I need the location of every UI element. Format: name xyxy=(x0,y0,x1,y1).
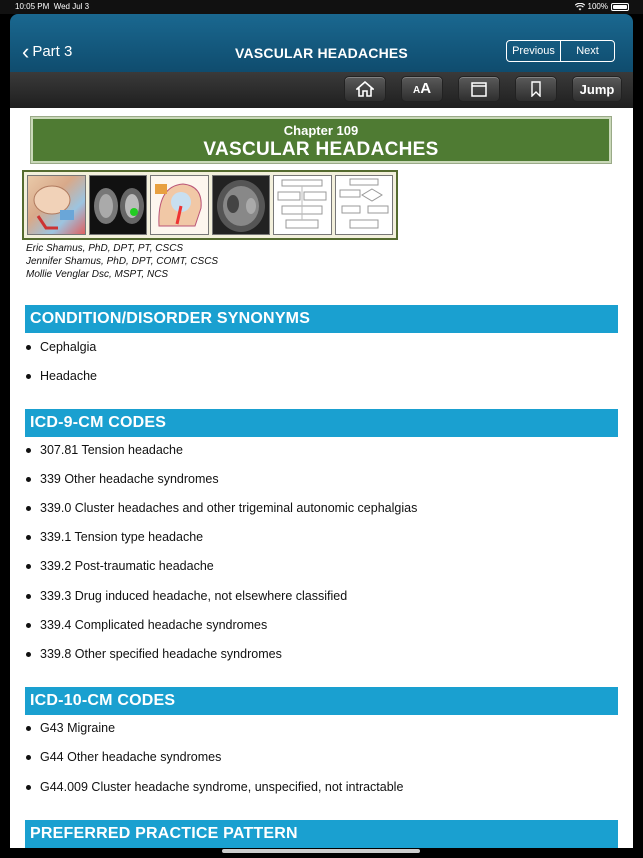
section-heading-icd10: ICD-10-CM CODES xyxy=(25,687,618,715)
list-item: G44.009 Cluster headache syndrome, unspecified, not intractable xyxy=(26,780,403,794)
home-indicator[interactable] xyxy=(222,849,420,853)
thumbnail-brain-illustration[interactable] xyxy=(27,175,86,235)
toolbar xyxy=(10,72,633,108)
thumbnail-flowchart-1[interactable] xyxy=(273,175,332,235)
list-item: G43 Migraine xyxy=(26,721,115,735)
wifi-icon xyxy=(575,3,585,11)
status-time-date: 10:05 PM Wed Jul 3 xyxy=(15,2,90,11)
status-right xyxy=(575,2,629,11)
list-item: 339 Other headache syndromes xyxy=(26,472,219,486)
home-button[interactable] xyxy=(344,76,386,102)
list-item: 339.1 Tension type headache xyxy=(26,530,203,544)
jump-button[interactable]: Jump xyxy=(572,76,622,102)
text-size-button[interactable] xyxy=(401,76,443,102)
chapter-number: Chapter 109 xyxy=(283,123,359,138)
list-item: G44 Other headache syndromes xyxy=(26,750,221,764)
status-bar xyxy=(0,0,643,14)
bookmark-button[interactable] xyxy=(515,76,557,102)
home-icon xyxy=(356,81,374,97)
list-item: 339.2 Post-traumatic headache xyxy=(26,559,214,573)
text-size-icon: AA xyxy=(412,80,432,97)
thumbnail-flowchart-2[interactable] xyxy=(335,175,394,235)
image-thumbnails xyxy=(22,170,398,240)
author-3: Mollie Venglar Dsc, MSPT, NCS xyxy=(26,269,169,280)
page-title: VASCULAR HEADACHES xyxy=(235,45,408,61)
author-1: Eric Shamus, PhD, DPT, PT, CSCS xyxy=(26,243,184,254)
back-label: Part 3 xyxy=(32,43,73,60)
window-icon xyxy=(471,82,487,97)
list-item: 339.4 Complicated headache syndromes xyxy=(26,618,267,632)
prev-next-control xyxy=(506,40,615,62)
thumbnail-mri-scan-1[interactable] xyxy=(89,175,148,235)
section-heading-practice-pattern: PREFERRED PRACTICE PATTERN xyxy=(25,820,618,848)
next-button[interactable]: Next xyxy=(560,41,614,61)
content-area xyxy=(10,108,633,848)
battery-percent: 100% xyxy=(587,2,608,11)
window-button[interactable] xyxy=(458,76,500,102)
section-heading-synonyms: CONDITION/DISORDER SYNONYMS xyxy=(25,305,618,333)
list-item: Cephalgia xyxy=(26,340,96,354)
list-item: 339.8 Other specified headache syndromes xyxy=(26,647,282,661)
list-item: 339.3 Drug induced headache, not elsewhere classified xyxy=(26,589,347,603)
list-item: 307.81 Tension headache xyxy=(26,443,183,457)
authors-list xyxy=(26,242,218,281)
chapter-banner xyxy=(31,117,611,163)
nav-bar xyxy=(10,14,633,72)
list-item: 339.0 Cluster headaches and other trigeminal autonomic cephalgias xyxy=(26,501,417,515)
list-item: Headache xyxy=(26,369,97,383)
back-button[interactable] xyxy=(22,39,73,64)
chapter-title: VASCULAR HEADACHES xyxy=(203,139,439,160)
chevron-left-icon: ‹ xyxy=(22,39,30,64)
battery-icon xyxy=(611,3,629,11)
thumbnail-mri-scan-2[interactable] xyxy=(212,175,271,235)
bookmark-icon xyxy=(531,81,541,97)
thumbnail-head-illustration[interactable] xyxy=(150,175,209,235)
previous-button[interactable]: Previous xyxy=(512,45,555,57)
section-heading-icd9: ICD-9-CM CODES xyxy=(25,409,618,437)
author-2: Jennifer Shamus, PhD, DPT, COMT, CSCS xyxy=(26,256,219,267)
